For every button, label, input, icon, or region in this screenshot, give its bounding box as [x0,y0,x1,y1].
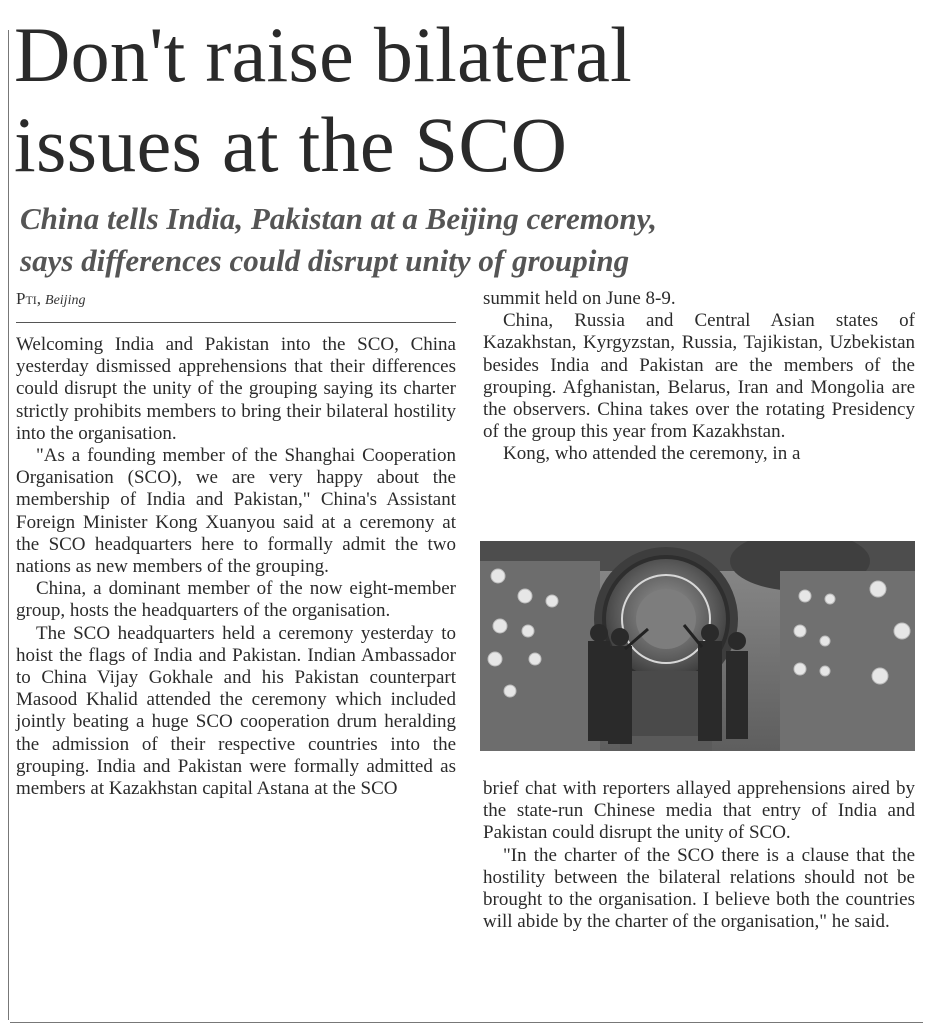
deck-subheadline [20,198,920,282]
paragraph: Welcoming India and Pakistan into the SCO, China yesterday dismissed apprehensions that their differences could disrupt the unity of the grouping saying its charter strictly prohibits members to bring their bilateral hostility into the organisation. [16,334,456,444]
byline-agency: Pti, [16,289,42,308]
left-column-rule [8,30,9,1020]
paragraph: brief chat with reporters allayed apprehensions aired by the state-run Chinese media that entry of India and Pakistan could disrupt the unity of SCO. [483,778,915,844]
byline-city: Beijing [45,293,86,308]
paragraph: "In the charter of the SCO there is a clause that the hostility between the bilateral relations should not be brought to the organisation. I believe both the countries will abide by the charter of the organisation," he said. [483,844,915,933]
bottom-rule [10,1022,923,1023]
paragraph: The SCO headquarters held a ceremony yesterday to hoist the flags of India and Pakistan. Indian Ambassador to China Vijay Gokhale and his Pakistan counterpart Masood Khalid attended the ceremony which included jointly beating a huge SCO cooperation drum heralding the admission of their respective countries into the grouping. India and Pakistan were formally admitted as members at Kazakhstan capital Astana at the SCO [16,622,456,800]
ceremony-photo [480,541,915,751]
headline [14,10,914,190]
deck-line-2: says differences could disrupt unity of grouping [20,243,630,278]
paragraph: Kong, who attended the ceremony, in a [503,443,801,465]
paragraph: "As a founding member of the Shanghai Cooperation Organisation (SCO), we are very happy about the membership of India and Pakistan," China's Assistant Foreign Minister Kong Xuanyou said at a ceremony at the SCO headquarters here to formally admit the two nations as new members of the grouping. [16,445,456,578]
headline-line-1: Don't raise bilateral [14,11,633,98]
paragraph: summit held on June 8-9. [483,288,676,309]
article-column-1 [16,334,456,800]
article-column-2-bottom [483,778,915,933]
ceremony-photo-illustration [480,541,915,751]
deck-line-1: China tells India, Pakistan at a Beijing ceremony, [20,201,657,236]
article-column-2-top [483,288,915,466]
headline-line-2: issues at the SCO [14,101,568,188]
paragraph: China, a dominant member of the now eight-member group, hosts the headquarters of the organisation. [16,578,456,622]
byline-rule [16,322,456,323]
paragraph: China, Russia and Central Asian states of Kazakhstan, Kyrgyzstan, Russia, Tajikistan, Uzbekistan besides India and Pakistan are the members of the grouping. Afghanistan, Belarus, Iran and Mongolia are the observers. China takes over the rotating Presidency of the group this year from Kazakhstan. [483,310,915,443]
byline [16,288,456,312]
